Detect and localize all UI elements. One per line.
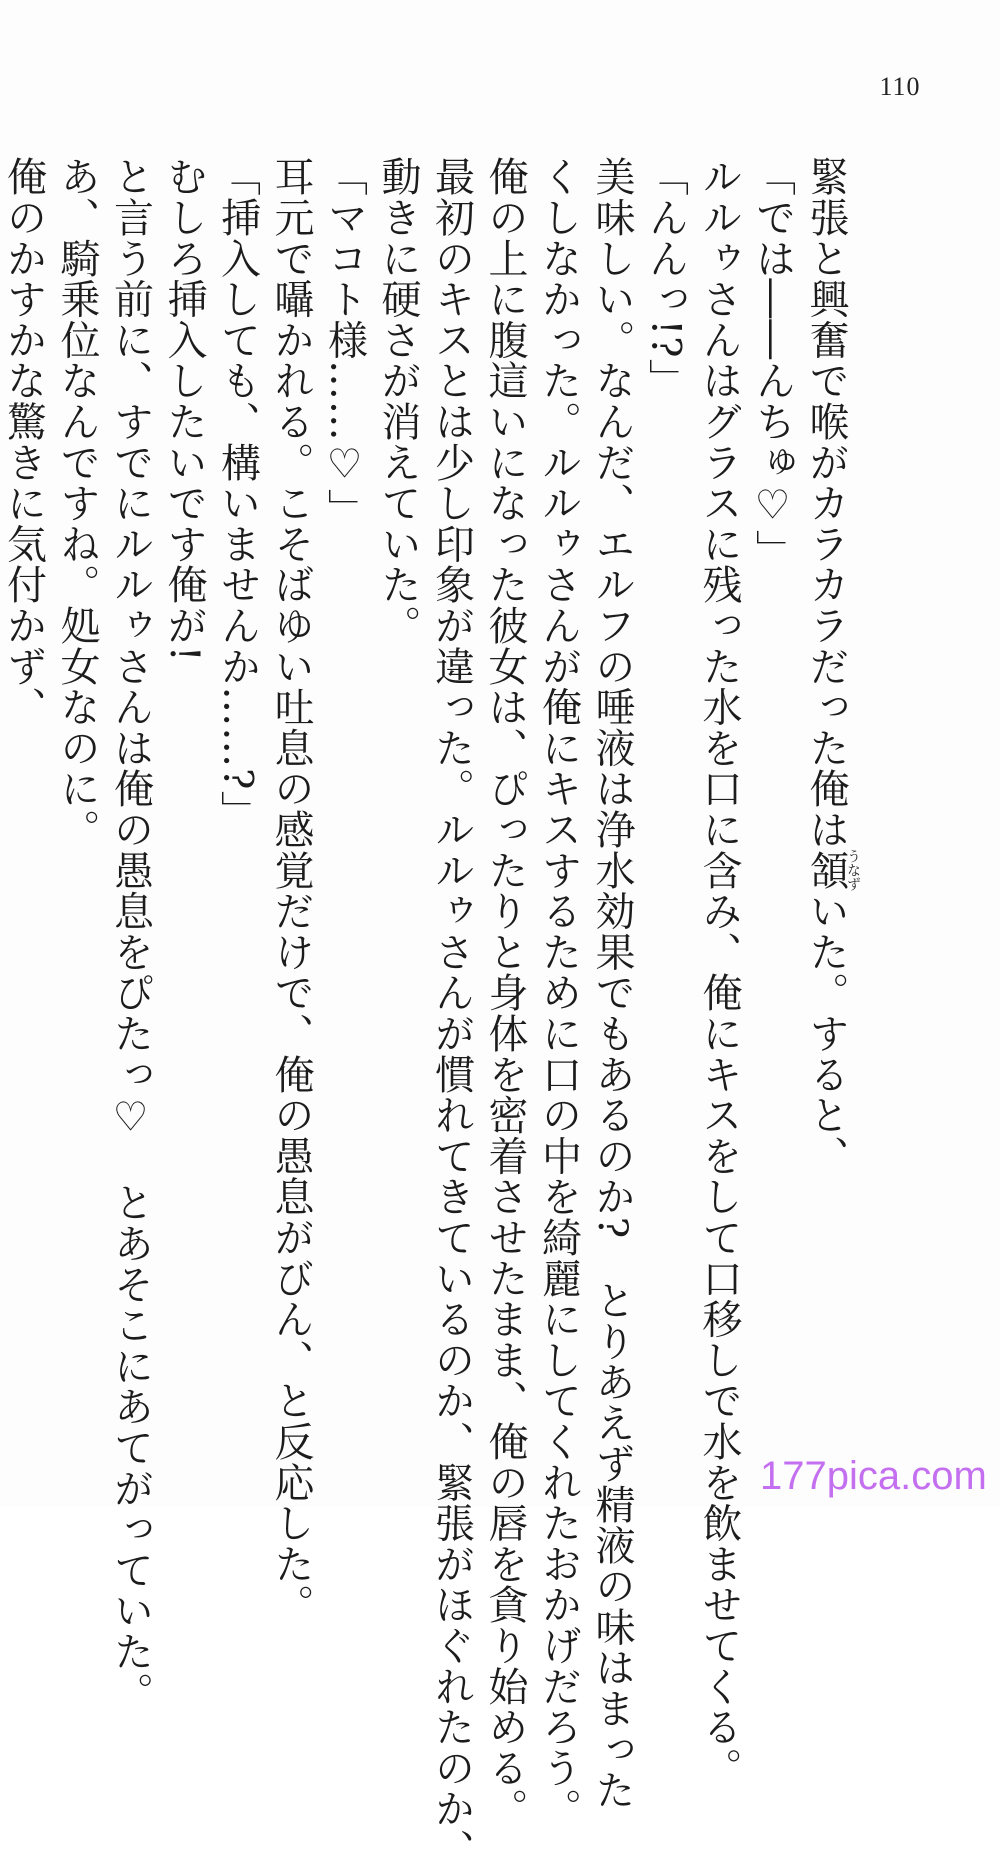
text-line: 俺の上に腹這いになった彼女は、ぴったりと身体を密着させたまま、俺の唇を貪り始める。 (482, 156, 528, 1829)
text-line: ルルゥさんはグラスに残った水を口に含み、俺にキスをして口移しで水を飲ませてくる。 (696, 156, 742, 1788)
text-line-part: いた。すると、 (803, 890, 849, 1177)
ruby-reading: うなず (845, 849, 861, 892)
text-line-part: 緊張と興奮で喉がカラカラだった俺は (803, 156, 849, 850)
text-line: 耳元で囁かれる。こそばゆい吐息の感覚だけで、俺の愚息がびん、と反応した。 (268, 156, 314, 1625)
page-number: 110 (879, 72, 921, 101)
text-line: くしなかった。ルルゥさんが俺にキスするために口の中を綺麗にしてくれたおかげだろう。 (535, 156, 582, 1829)
text-line: あ、騎乗位なんですね。処女なのに。 (54, 156, 100, 850)
text-line: むしろ挿入したいです俺が! (161, 156, 207, 663)
text-line: 「んんっ!?」 (642, 156, 689, 400)
text-line: 動きに硬さが消えていた。 (375, 156, 421, 646)
text-line: 「マコト様……♡」 (321, 156, 368, 530)
ruby-word (803, 849, 861, 892)
vertical-body-text (0, 156, 861, 1870)
text-line: 俺のかすかな驚きに気付かず、 (0, 156, 47, 728)
text-line: 「では――んちゅ♡」 (749, 156, 796, 570)
text-line: 美味しい。なんだ、エルフの唾液は浄水効果でもあるのか? とりあえず精液の味はまった (589, 156, 635, 1811)
text-line (799, 156, 861, 1451)
ruby-base: 頷 (803, 849, 849, 892)
watermark: 177pica.com (760, 1454, 987, 1498)
text-line: 最初のキスとは少し印象が違った。ルルゥさんが慣れてきているのか、緊張がほぐれたのか、 (428, 156, 475, 1870)
text-line: 「挿入しても、構いませんか……?」 (214, 156, 261, 832)
text-line: と言う前に、すでにルルゥさんは俺の愚息をぴたっ♡ とあそこにあてがっていた。 (107, 156, 154, 1713)
